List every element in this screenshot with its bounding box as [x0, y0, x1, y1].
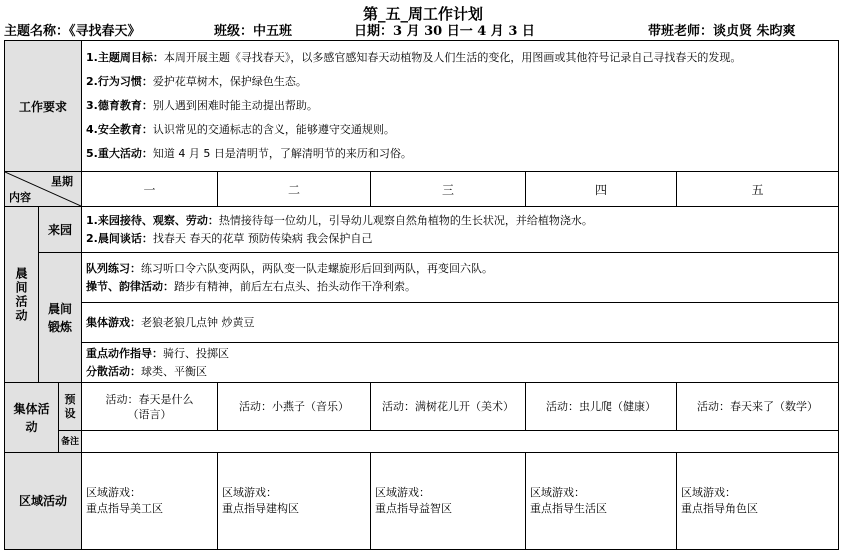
- day-header: 一: [82, 172, 218, 207]
- group-activity-cell: 活动：虫儿爬（健康）: [526, 383, 677, 431]
- theme-name: 主题名称：《寻找春天》: [4, 24, 141, 39]
- area-activity-label: 区域活动: [5, 453, 82, 550]
- queue-exercise-content: 队列练习：练习听口令六队变两队，两队变一队走螺旋形后回到两队，再变回六队。 操节、韵律活动：踏步有精神，前后左右点头、抬头动作干净利索。: [82, 253, 839, 303]
- area-activity-cell: 区域游戏： 重点指导美工区: [82, 453, 218, 550]
- requirement-item: 2.行为习惯：爱护花草树木，保护绿色生态。: [86, 75, 307, 88]
- area-activity-cell: 区域游戏： 重点指导角色区: [677, 453, 839, 550]
- area-activity-cell: 区域游戏： 重点指导建构区: [218, 453, 371, 550]
- area-activity-cell: 区域游戏： 重点指导生活区: [526, 453, 677, 550]
- day-header: 五: [677, 172, 839, 207]
- requirement-item: 4.安全教育：认识常见的交通标志的含义，能够遵守交通规则。: [86, 123, 395, 136]
- day-header: 四: [526, 172, 677, 207]
- note-content: [82, 431, 839, 453]
- page-title: 第_五_周工作计划: [362, 5, 483, 23]
- scattered-activity-content: 重点动作指导：骑行、投掷区 分散活动：球类、平衡区: [82, 343, 839, 383]
- content-label: 内容: [9, 191, 31, 204]
- day-header: 三: [371, 172, 526, 207]
- note-label: 备注: [59, 431, 82, 453]
- requirement-item: 5.重大活动：知道 4 月 5 日是清明节，了解清明节的来历和习俗。: [86, 147, 412, 160]
- group-activity-cell: 活动：满树花儿开（美术）: [371, 383, 526, 431]
- group-activity-cell: 活动：春天是什么 （语言）: [82, 383, 218, 431]
- group-game-content: 集体游戏：老狼老狼几点钟 炒黄豆: [82, 303, 839, 343]
- requirements-content: [82, 41, 839, 172]
- weekday-content-header: [5, 172, 82, 207]
- morning-activities-label: 晨间活动: [5, 207, 39, 383]
- requirement-item: 3.德育教育：别人遇到困难时能主动提出帮助。: [86, 99, 318, 112]
- group-activity-label: 集体活动: [5, 383, 59, 453]
- header-info: [4, 20, 842, 38]
- weekday-label: 星期: [51, 175, 74, 188]
- plan-table: [4, 40, 839, 550]
- date-range: 日期：3 月 30 日一 4 月 3 日: [354, 24, 535, 39]
- group-activity-cell: 活动：春天来了（数学）: [677, 383, 839, 431]
- requirements-label: 工作要求: [5, 41, 82, 172]
- day-header: 二: [218, 172, 371, 207]
- area-activity-cell: 区域游戏： 重点指导益智区: [371, 453, 526, 550]
- preset-label: 预设: [59, 383, 82, 431]
- group-activity-cell: 活动：小燕子（音乐）: [218, 383, 371, 431]
- teacher-names: 带班老师：谈贞贤 朱昀爽: [648, 24, 796, 39]
- arrival-content: 1.来园接待、观察、劳动：热情接待每一位幼儿，引导幼儿观察自然角植物的生长状况，并给植物浇水。 2.晨间谈话：找春天 春天的花草 预防传染病 我会保护自己: [82, 207, 839, 253]
- requirement-item: 1.主题周目标：本周开展主题《寻找春天》，以多感官感知春天动植物及人们生活的变化，用图画或其他符号记录自己寻找春天的发现。: [86, 51, 742, 64]
- class-name: 班级：中五班: [214, 24, 293, 39]
- arrival-label: 来园: [39, 207, 82, 253]
- exercise-label: 晨间锻炼: [39, 253, 82, 383]
